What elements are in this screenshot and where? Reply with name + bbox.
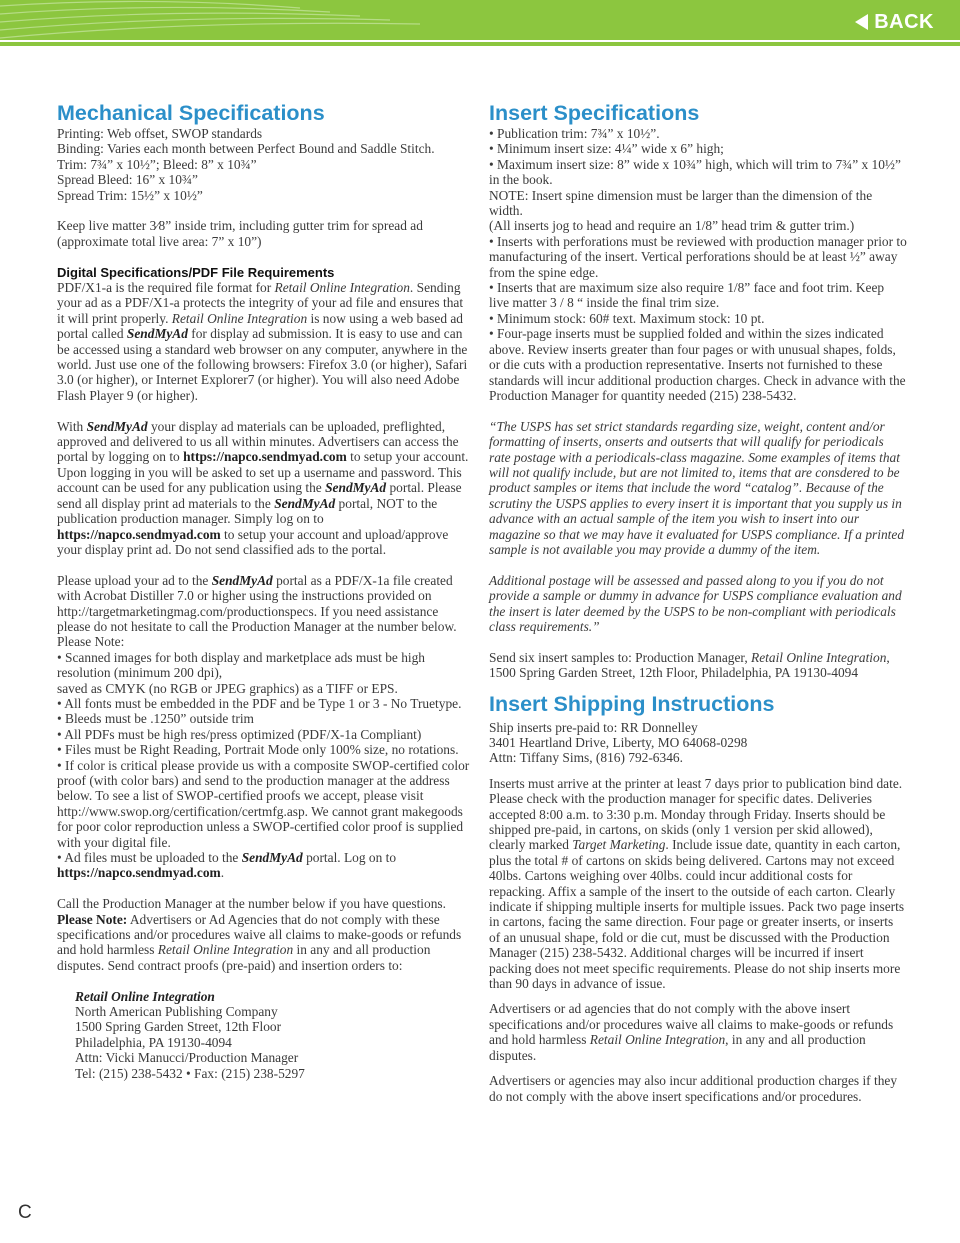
contact-city: Philadelphia, PA 19130-4094: [75, 1034, 232, 1050]
insert-spec-line: NOTE: Insert spine dimension must be larger than the dimension of the width.: [489, 187, 873, 219]
call-production-text: Call the Production Manager at the number below if you have questions.: [57, 896, 446, 912]
left-column: [57, 100, 471, 1081]
digital-specs-heading: Digital Specifications/PDF File Requirements: [57, 264, 335, 280]
insert-spec-line: • Inserts with perforations must be reviewed with production manager prior to manufacturing of the insert. Vertical perforations should be at least ½” away from the spine edge.: [489, 233, 907, 280]
digital-paragraph-3: Please upload your ad to the SendMyAd portal as a PDF/X-1a file created with Acrobat Distiller 7.0 or higher using the instructions provided on http://targetmarketingmag.com/productionspecs. If you need assistance please do not hesitate to call the Production Manager at the number below. Please Note:: [57, 572, 457, 650]
mech-line: Printing: Web offset, SWOP standards: [57, 126, 263, 141]
digital-paragraph-2: With SendMyAd your display ad materials can be uploaded, preflighted, approved and delivered to us all within minutes. Advertisers can access the portal by logging on to https://napco.sendmyad.com to setup your account. Upon logging in you will be asked to set up a username and password. This account can be used for any publication using the SendMyAd portal. Please send all display print ad materials to the SendMyAd portal, NOT to the publication production manager. Simply log on to https://napco.sendmyad.com to setup your account and upload/approve your display print ad. Do not send classified ads to the portal.: [57, 418, 469, 557]
back-arrow-icon: [855, 14, 868, 30]
please-note-text: Please Note: Advertisers or Ad Agencies that do not comply with these specifications and/or procedures waive all claims to make-goods or refunds and hold harmless Retail Online Integration in any and all production disputes. Send contract proofs (pre-paid) and insertion orders to:: [57, 911, 462, 973]
insert-spec-line: • Four-page inserts must be supplied folded and within the sizes indicated above. Review inserts greater than four pages or with unusual shapes, folds, or die cuts with a production representative. Inserts not furnished to these standards will incur additional production charges. Check in advance with the Production Manager for quantity needed (215) 238-5432.: [489, 326, 906, 403]
banner-underline: [0, 42, 960, 46]
back-button-label: BACK: [874, 10, 934, 33]
live-matter-text: Keep live matter 3⁄8” inside trim, including gutter trim for spread ad (approximate total live area: 7” x 10”): [57, 218, 423, 249]
insert-spec-line: • Inserts that are maximum size also require 1/8” face and foot trim. Keep live matter 3 / 8 “ inside the final trim size.: [489, 280, 885, 311]
digital-paragraph-1: PDF/X1-a is the required file format for Retail Online Integration. Sending your ad as a PDF/X1-a protects the integrity of your ad file and ensures that it will print properly. Retail Online Integration is now using a web based ad portal called SendMyAd for display ad submission. It is easy to use and can be accessed using a standard web browser on any computer, anywhere in the world. Just use one of the following browsers: Firefox 3.0 (or higher), Safari 3.0 (or higher), or Internet Explorer7 (or higher). You will also need Adobe Flash Player 9 (or higher).: [57, 280, 468, 403]
insert-spec-line: • Publication trim: 7¾” x 10½”.: [489, 126, 660, 141]
mech-line: Spread Bleed: 16” x 10¾”: [57, 172, 198, 188]
top-banner: [0, 0, 960, 42]
usps-quote: “The USPS has set strict standards regarding size, weight, content and/or formatting of inserts, onserts and outserts that will qualify for periodicals rate postage with a periodicals-class magazine. Some examples of items that will not qualify include, but are not limited to, items that are consdered to be product samples or items that include the word “catalog”. Because of the scrutiny the USPS applies to every insert it is important that you supply us in advance with an actual sample of the item you wish to insert into our magazine so that we may have it evaluated for USPS compliance. If a printed sample is not available you may provide a dummy of the item.: [489, 418, 905, 557]
contact-address-block: [57, 989, 471, 1081]
file-requirement-bullet: • If color is critical please provide us with a composite SWOP-certified color proof (with color bars) and send to the production manager at the address below. To see a list of SWOP-certified proofs we accept, please visit http://www.swop.org/certification/certmfg.asp. We cannot grant makegoods for poor color reproduction unless a SWOP-certified color proof is supplied with your digital file.: [57, 757, 470, 850]
shipping-paragraph-3: Advertisers or agencies may also incur additional production charges if they do not comply with the above insert specifications and/or procedures.: [489, 1073, 898, 1104]
file-requirement-bullet: • Scanned images for both display and marketplace ads must be high resolution (minimum 200 dpi),: [57, 649, 426, 681]
file-requirement-bullet: • Ad files must be uploaded to the SendMyAd portal. Log on to https://napco.sendmyad.com.: [57, 850, 397, 881]
mechanical-specs-heading: Mechanical Specifications: [57, 101, 325, 125]
mech-line: Spread Trim: 15½” x 10½”: [57, 187, 203, 203]
ship-address-line: Ship inserts pre-paid to: RR Donnelley: [489, 719, 698, 735]
file-requirement-bullet: • Bleeds must be .1250” outside trim: [57, 711, 254, 727]
insert-spec-line: • Minimum insert size: 4¼” wide x 6” high;: [489, 141, 724, 157]
sendmyad-link[interactable]: https://napco.sendmyad.com: [57, 865, 221, 881]
file-requirement-bullet: • All fonts must be embedded in the PDF and be Type 1 or 3 - No Truetype.: [57, 695, 462, 711]
insert-spec-line: (All inserts jog to head and require an 1/8” head trim & gutter trim.): [489, 218, 855, 234]
postage-quote: Additional postage will be assessed and passed along to you if you do not provide a sample or dummy in advance for USPS compliance evaluation and the insert is later deemed by the USPS to be non-compliant with periodicals class requirements.”: [489, 572, 902, 634]
insert-spec-line: • Minimum stock: 60# text. Maximum stock: 10 pt.: [489, 310, 765, 326]
sendmyad-link[interactable]: https://napco.sendmyad.com: [183, 449, 347, 465]
ship-address-line: 3401 Heartland Drive, Liberty, MO 64068-0298: [489, 734, 748, 750]
right-column: [489, 100, 907, 1104]
contact-publication-name: Retail Online Integration: [75, 988, 215, 1004]
shipping-paragraph-2: Advertisers or ad agencies that do not comply with the above insert specifications and/or procedures waive all claims to make-goods or refunds and hold harmless Retail Online Integration, in any and all production disputes.: [489, 1001, 894, 1063]
page-letter: C: [18, 1202, 32, 1223]
insert-specs-heading: Insert Specifications: [489, 101, 700, 125]
sendmyad-link[interactable]: https://napco.sendmyad.com: [57, 526, 221, 542]
contact-attn: Attn: Vicki Manucci/Production Manager: [75, 1050, 299, 1066]
send-samples-text: Send six insert samples to: Production Manager, Retail Online Integration, 1500 Spring Garden Street, 12th Floor, Philadelphia, PA 19130-4094: [489, 649, 890, 681]
insert-spec-line: • Maximum insert size: 8” wide x 10¾” high, which will trim to 7¾” x 10½” in the book.: [489, 156, 901, 188]
banner-swoosh-graphic: [0, 0, 960, 42]
shipping-paragraph-1: Inserts must arrive at the printer at least 7 days prior to publication bind date. Please check with the production manager for specific dates. Deliveries accepted 8:00 a.m. to 3:30 p.m. Monday through Friday. Inserts should be shipped pre-paid, in cartons, on skids (only 1 version per skid allowed), clearly marked Target Marketing. Include issue date, quantity in each carton, plus the total # of cartons on skids being delivered. Cartons may not exceed 40lbs. Cartons weighing over 40lbs. could incur additional costs for repacking. Affix a sample of the insert to the outside of each carton. Clearly indicate if shipping multiple inserts for multiple issues. Pack two page inserts in cartons, facing the same direction. Four page or greater inserts, or inserts of an unusual shape, fold or die cut, must be discussed with the Production Manager (215) 238-5432. Additional charges will be incurred if insert packing does not meet specific requirements. Please do not ship inserts more than 90 days in advance of issue.: [489, 775, 905, 992]
back-button[interactable]: [855, 9, 934, 35]
file-requirement-bullet: • Files must be Right Reading, Portrait Mode only 100% size, no rotations.: [57, 742, 459, 758]
ship-address-line: Attn: Tiffany Sims, (816) 792-6346.: [489, 750, 683, 766]
contact-street: 1500 Spring Garden Street, 12th Floor: [75, 1019, 282, 1035]
file-requirement-bullet: saved as CMYK (no RGB or JPEG graphics) as a TIFF or EPS.: [57, 680, 398, 696]
contact-phone-fax: Tel: (215) 238-5432 • Fax: (215) 238-5297: [75, 1065, 305, 1081]
file-requirement-bullet: • All PDFs must be high res/press optimized (PDF/X-1a Compliant): [57, 726, 422, 742]
contact-company: North American Publishing Company: [75, 1004, 278, 1020]
shipping-heading: Insert Shipping Instructions: [489, 691, 775, 716]
mech-line: Binding: Varies each month between Perfect Bound and Saddle Stitch.: [57, 141, 435, 157]
mech-line: Trim: 7¾” x 10½”; Bleed: 8” x 10¾”: [57, 156, 257, 172]
